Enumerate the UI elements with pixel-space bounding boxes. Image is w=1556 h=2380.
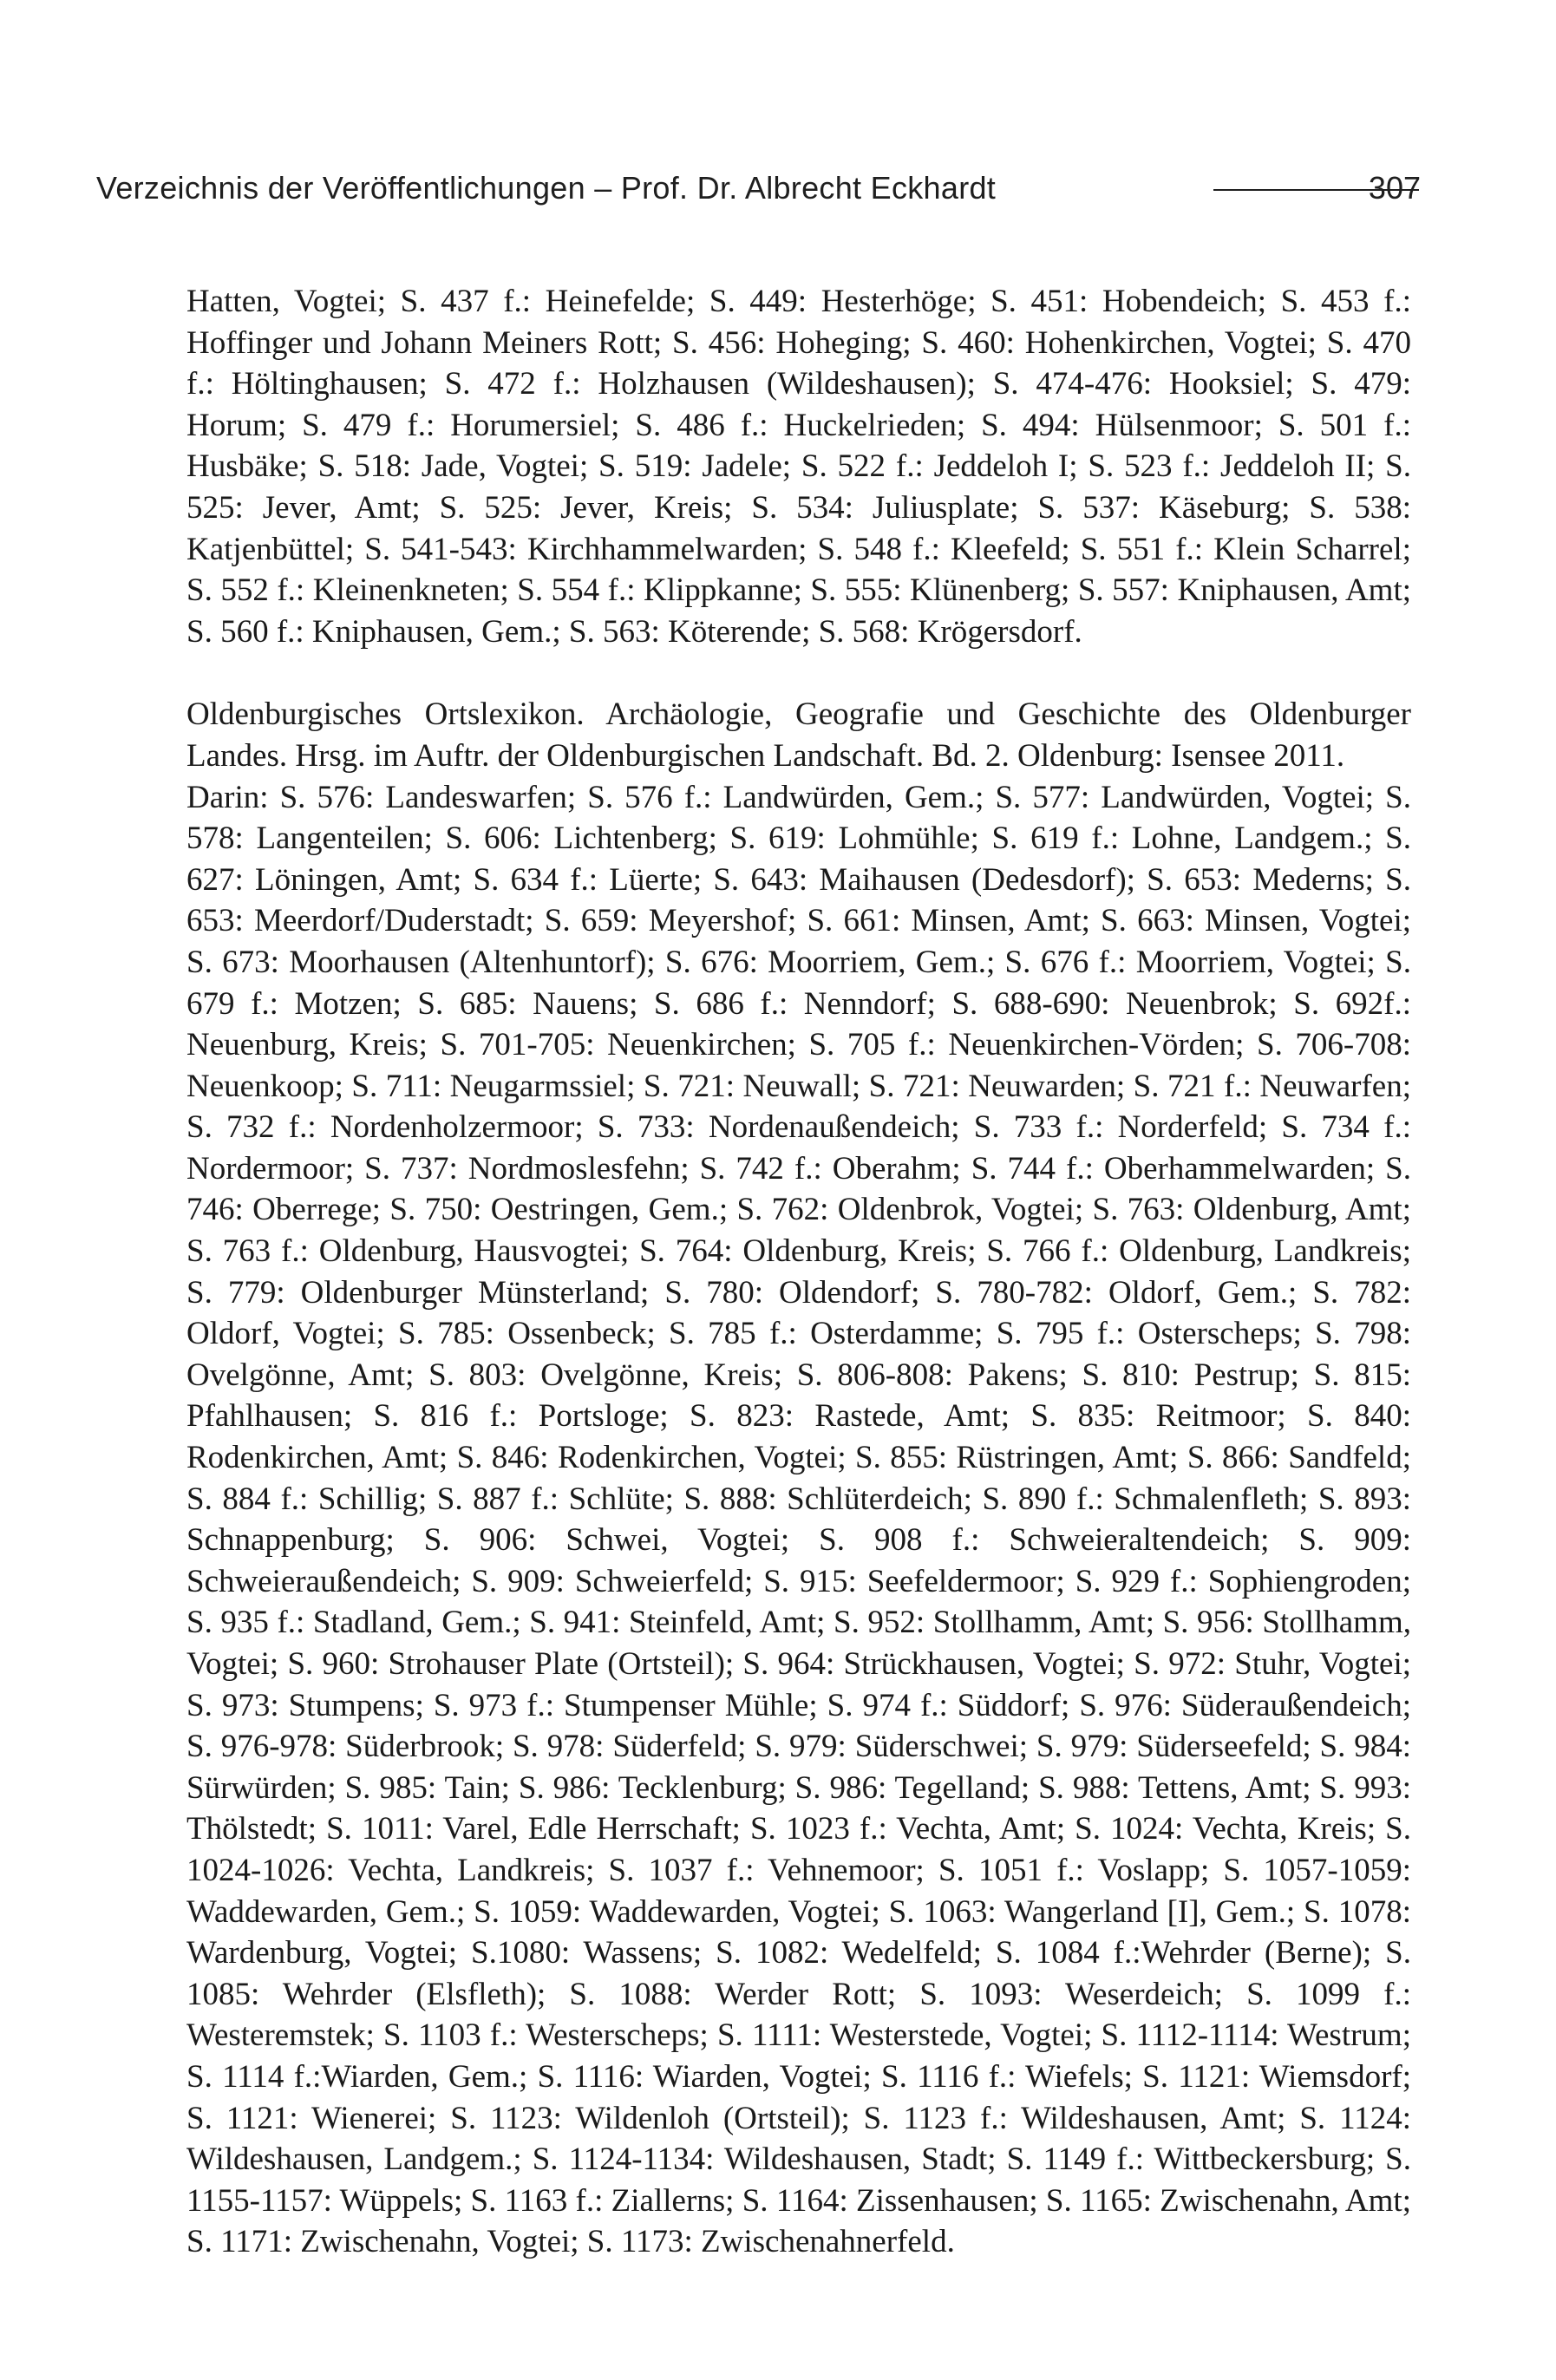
index-paragraph-1: Hatten, Vogtei; S. 437 f.: Heinefelde; S. 449: Hesterhöge; S. 451: Hobendeich; S. 453 f.: Hoffinger und Johann Meiners Rott; S. 456: Hoheging; S. 460: Hohenkirchen, Vogtei; S. 470 f.: Höltinghausen; S. 472 f.: Holzhausen (Wildeshausen); S. 474-476: Hooksiel; S. 479: Horum; S. 479 f.: Horumersiel; S. 486 f.: Huckelrieden; S. 494: Hülsenmoor; S. 501 f.: Husbäke; S. 518: Jade, Vogtei; S. 519: Jadele; S. 522 f.: Jeddeloh I; S. 523 f.: Jeddeloh II; S. 525: Jever, Amt; S. 525: Jever, Kreis; S. 534: Juliusplate; S. 537: Käseburg; S. 538: Katjenbüttel; S. 541-543: Kirchhammelwarden; S. 548 f.: Kleefeld; S. 551 f.: Klein Scharrel; S. 552 f.: Kleinenkneten; S. 554 f.: Klippkanne; S. 555: Klünenberg; S. 557: Kniphausen, Amt; S. 560 f.: Kniphausen, Gem.; S. 563: Köterende; S. 568: Krögersdorf. [186,284,1411,650]
page-number: 307 [1368,170,1421,206]
running-header [96,167,1421,210]
index-paragraph-2: Darin: S. 576: Landeswarfen; S. 576 f.: Landwürden, Gem.; S. 577: Landwürden, Vogtei; S. 578: Langenteilen; S. 606: Lichtenberg; S. 619: Lohmühle; S. 619 f.: Lohne, Landgem.; S. 627: Löningen, Amt; S. 634 f.: Lüerte; S. 643: Maihausen (Dedesdorf); S. 653: Mederns; S. 653: Meerdorf/Duderstadt; S. 659: Meyershof; S. 661: Minsen, Amt; S. 663: Minsen, Vogtei; S. 673: Moorhausen (Altenhuntorf); S. 676: Moorriem, Gem.; S. 676 f.: Moorriem, Vogtei; S. 679 f.: Motzen; S. 685: Nauens; S. 686 f.: Nenndorf; S. 688-690: Neuenbrok; S. 692f.: Neuenburg, Kreis; S. 701-705: Neuenkirchen; S. 705 f.: Neuenkirchen-Vörden; S. 706-708: Neuenkoop; S. 711: Neugarmssiel; S. 721: Neuwall; S. 721: Neuwarden; S. 721 f.: Neuwarfen; S. 732 f.: Nordenholzermoor; S. 733: Nordenaußendeich; S. 733 f.: Norderfeld; S. 734 f.: Nordermoor; S. 737: Nordmoslesfehn; S. 742 f.: Oberahm; S. 744 f.: Oberhammelwarden; S. 746: Oberrege; S. 750: Oestringen, Gem.; S. 762: Oldenbrok, Vogtei; S. 763: Oldenburg, Amt; S. 763 f.: Oldenburg, Hausvogtei; S. 764: Oldenburg, Kreis; S. 766 f.: Oldenburg, Landkreis; S. 779: Oldenburger Münsterland; S. 780: Oldendorf; S. 780-782: Oldorf, Gem.; S. 782: Oldorf, Vogtei; S. 785: Ossenbeck; S. 785 f.: Osterdamme; S. 795 f.: Osterscheps; S. 798: Ovelgönne, Amt; S. 803: Ovelgönne, Kreis; S. 806-808: Pakens; S. 810: Pestrup; S. 815: Pfahlhausen; S. 816 f.: Portsloge; S. 823: Rastede, Amt; S. 835: Reitmoor; S. 840: Rodenkirchen, Amt; S. 846: Rodenkirchen, Vogtei; S. 855: Rüstringen, Amt; S. 866: Sandfeld; S. 884 f.: Schillig; S. 887 f.: Schlüte; S. 888: Schlüterdeich; S. 890 f.: Schmalenfleth; S. 893: Schnappenburg; S. 906: Schwei, Vogtei; S. 908 f.: Schweieraltendeich; S. 909: Schweieraußendeich; S. 909: Schweierfeld; S. 915: Seefeldermoor; S. 929 f.: Sophiengroden; S. 935 f.: Stadland, Gem.; S. 941: Steinfeld, Amt; S. 952: Stollhamm, Amt; S. 956: Stollhamm, Vogtei; S. 960: Strohauser Plate (Ortsteil); S. 964: Strückhausen, Vogtei; S. 972: Stuhr, Vogtei; S. 973: Stumpens; S. 973 f.: Stumpenser Mühle; S. 974 f.: Süddorf; S. 976: Süderaußendeich; S. 976-978: Süderbrook; S. 978: Süderfeld; S. 979: Süderschwei; S. 979: Süderseefeld; S. 984: Sürwürden; S. 985: Tain; S. 986: Tecklenburg; S. 986: Tegelland; S. 988: Tettens, Amt; S. 993: Thölstedt; S. 1011: Varel, Edle Herrschaft; S. 1023 f.: Vechta, Amt; S. 1024: Vechta, Kreis; S. 1024-1026: Vechta, Landkreis; S. 1037 f.: Vehnemoor; S. 1051 f.: Voslapp; S. 1057-1059: Waddewarden, Gem.; S. 1059: Waddewarden, Vogtei; S. 1063: Wangerland [I], Gem.; S. 1078: Wardenburg, Vogtei; S.1080: Wassens; S. 1082: Wedelfeld; S. 1084 f.:Wehrder (Berne); S. 1085: Wehrder (Elsfleth); S. 1088: Werder Rott; S. 1093: Weserdeich; S. 1099 f.: Westeremstek; S. 1103 f.: Westerscheps; S. 1111: Westerstede, Vogtei; S. 1112-1114: Westrum; S. 1114 f.:Wiarden, Gem.; S. 1116: Wiarden, Vogtei; S. 1116 f.: Wiefels; S. 1121: Wiemsdorf; S. 1121: Wienerei; S. 1123: Wildenloh (Ortsteil); S. 1123 f.: Wildeshausen, Amt; S. 1124: Wildeshausen, Landgem.; S. 1124-1134: Wildeshausen, Stadt; S. 1149 f.: Wittbeckersburg; S. 1155-1157: Wüppels; S. 1163 f.: Ziallerns; S. 1164: Zissenhausen; S. 1165: Zwischenahn, Amt; S. 1171: Zwischenahn, Vogtei; S. 1173: Zwischenahnerfeld. [186,779,1411,2260]
page-body [186,281,1411,2263]
running-title: Verzeichnis der Veröffentlichungen – Prof. Dr. Albrecht Eckhardt [96,170,997,206]
bibliography-entry: Oldenburgisches Ortslexikon. Archäologie, Geografie und Geschichte des Oldenburger Landes. Hrsg. im Auftr. der Oldenburgischen Landschaft. Bd. 2. Oldenburg: Isensee 2011. [186,696,1411,774]
